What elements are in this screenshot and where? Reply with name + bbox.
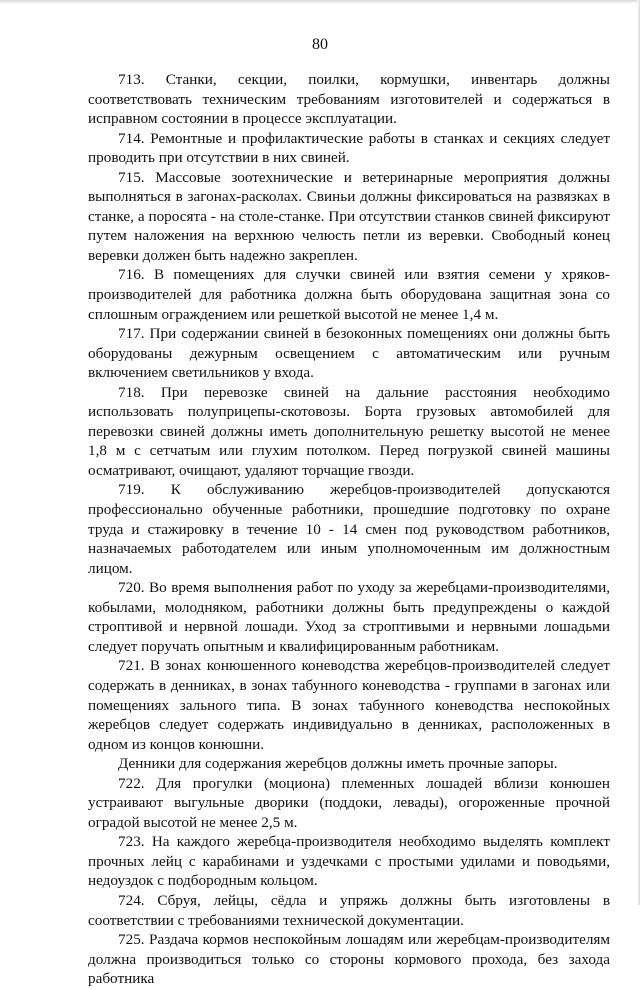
- paragraph-715: 715. Массовые зоотехнические и ветеринарные мероприятия должны выполняться в загонах-расколах. Свиньи должны фиксироваться на развязках в станке, а поросята - на столе-станке. При отсутствии станков свиней фиксируют путем наложения на верхнюю челюсть петли из веревки. Свободный конец веревки должен быть надежно закреплен.: [88, 168, 610, 264]
- page-number: 80: [312, 36, 328, 53]
- paragraph-722: 722. Для прогулки (моциона) племенных лошадей вблизи конюшен устраивают выгульные дворики (поддоки, левады), огороженные прочной оградой высотой не менее 2,5 м.: [88, 774, 610, 831]
- paragraph-714: 714. Ремонтные и профилактические работы в станках и секциях следует проводить при отсутствии в них свиней.: [88, 129, 610, 167]
- paragraph-725: 725. Раздача кормов неспокойным лошадям или жеребцам-производителям должна производиться только со стороны кормового прохода, без захода работника: [88, 931, 610, 988]
- paragraph-718: 718. При перевозке свиней на дальние расстояния необходимо использовать полуприцепы-скотовозы. Борта грузовых автомобилей для перевозки свиней должны иметь дополнительную решетку высотой не менее 1,8 м с сетчатым или глухим потолком. Перед погрузкой свиней машины осматривают, очищают, удаляют торчащие гвозди.: [88, 383, 610, 479]
- paragraph-716: 716. В помещениях для случки свиней или взятия семени у хряков-производителей для работника должна быть оборудована защитная зона со сплошным ограждением или решеткой высотой не менее 1,4 м.: [88, 266, 610, 323]
- paragraph-723: 723. На каждого жеребца-производителя необходимо выделять комплект прочных лейц с карабинами и уздечками с простыми удилами и поводьями, недоуздок с подбородным кольцом.: [88, 833, 610, 890]
- document-body: [88, 70, 610, 989]
- paragraph-721-note: Денники для содержания жеребцов должны иметь прочные запоры.: [118, 755, 558, 773]
- scan-edge-top: [0, 0, 640, 4]
- paragraph-719: 719. К обслуживанию жеребцов-производителей допускаются профессионально обученные работники, прошедшие подготовку по охране труда и стажировку в течение 10 - 14 смен под руководством работников, назначаемых работодателем или иным уполномоченным им должностным лицом.: [88, 481, 610, 577]
- paragraph-721: 721. В зонах конюшенного коневодства жеребцов-производителей следует содержать в денниках, в зонах табунного коневодства - группами в загонах или помещениях зального типа. В зонах табунного коневодства неспокойных жеребцов следует содержать индивидуально в денниках, расположенных в одном из концов конюшни.: [88, 657, 610, 753]
- paragraph-713: 713. Станки, секции, поилки, кормушки, инвентарь должны соответствовать техническим требованиям изготовителей и содержаться в исправном состоянии в процессе эксплуатации.: [88, 71, 610, 128]
- paragraph-717: 717. При содержании свиней в безоконных помещениях они должны быть оборудованы дежурным освещением с автоматическим или ручным включением светильников у входа.: [88, 325, 610, 382]
- paragraph-720: 720. Во время выполнения работ по уходу за жеребцами-производителями, кобылами, молодняком, работники должны быть предупреждены о каждой строптивой и нервной лошади. Уход за строптивыми и нервными лошадьми следует поручать опытным и квалифицированным работникам.: [88, 579, 610, 655]
- paragraph-724: 724. Сбруя, лейцы, сёдла и упряжь должны быть изготовлены в соответствии с требованиями технической документации.: [88, 891, 610, 929]
